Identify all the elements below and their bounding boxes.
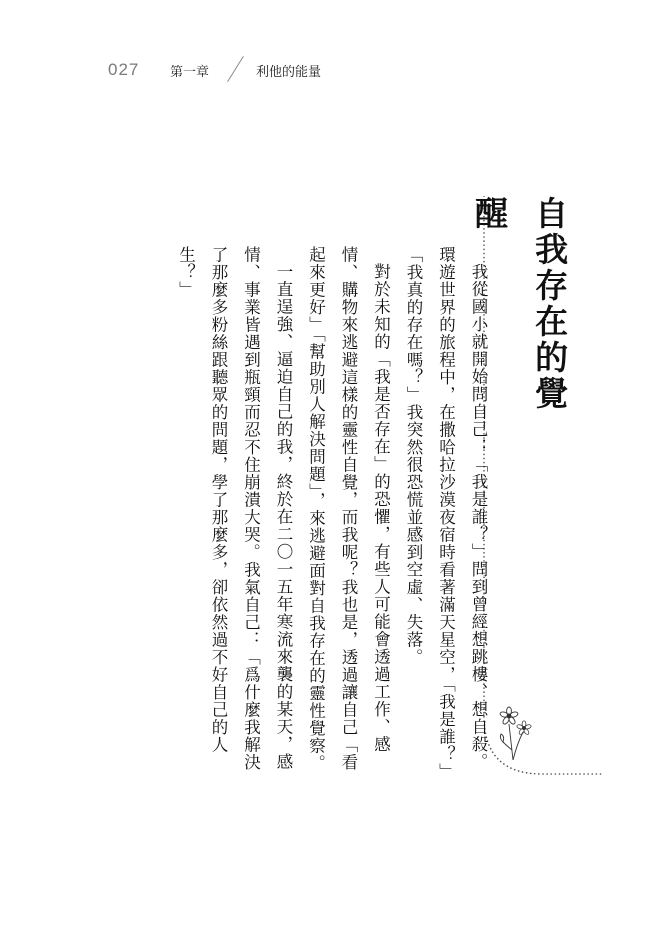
chapter-label: 第一章: [170, 65, 210, 80]
paragraph-2: 對於未知的「我是否存在」的恐懼，有些人可能會透過工作、感情、購物來逃避這樣的靈性自覺，而我呢？我也是，透過讓自己「看起來更好」「幫助別人解決問題」，來逃避面對自我存在的靈性覺察。: [306, 246, 391, 772]
section-heading: 自我存在的覺醒: [470, 196, 570, 412]
page-number: 027: [108, 60, 140, 79]
paragraph-3: 一直逞強、逼迫自己的我，終於在二〇一五年寒流來襲的某天，感情、事業皆遇到瓶頸而忍不住崩潰大哭。我氣自己：「爲什麼我解決了那麼多粉絲跟聽眾的問題，學了那麼多，卻依然過不好自己的人生？」: [176, 246, 293, 771]
running-header: [108, 58, 408, 84]
paragraph-1: 我從國小就開始問自己：「我是誰？」問到曾經想跳樓、想自殺。環遊世界的旅程中，在撒哈拉沙漠夜宿時看著滿天星空，「我是誰？」「我真的存在嗎？」我突然很恐慌並感到空虛、失落。: [404, 246, 488, 772]
chapter-title: 利他的能量: [256, 65, 322, 80]
header-divider: [227, 56, 244, 82]
flower-icon: [497, 702, 533, 762]
body-text: [104, 246, 494, 774]
